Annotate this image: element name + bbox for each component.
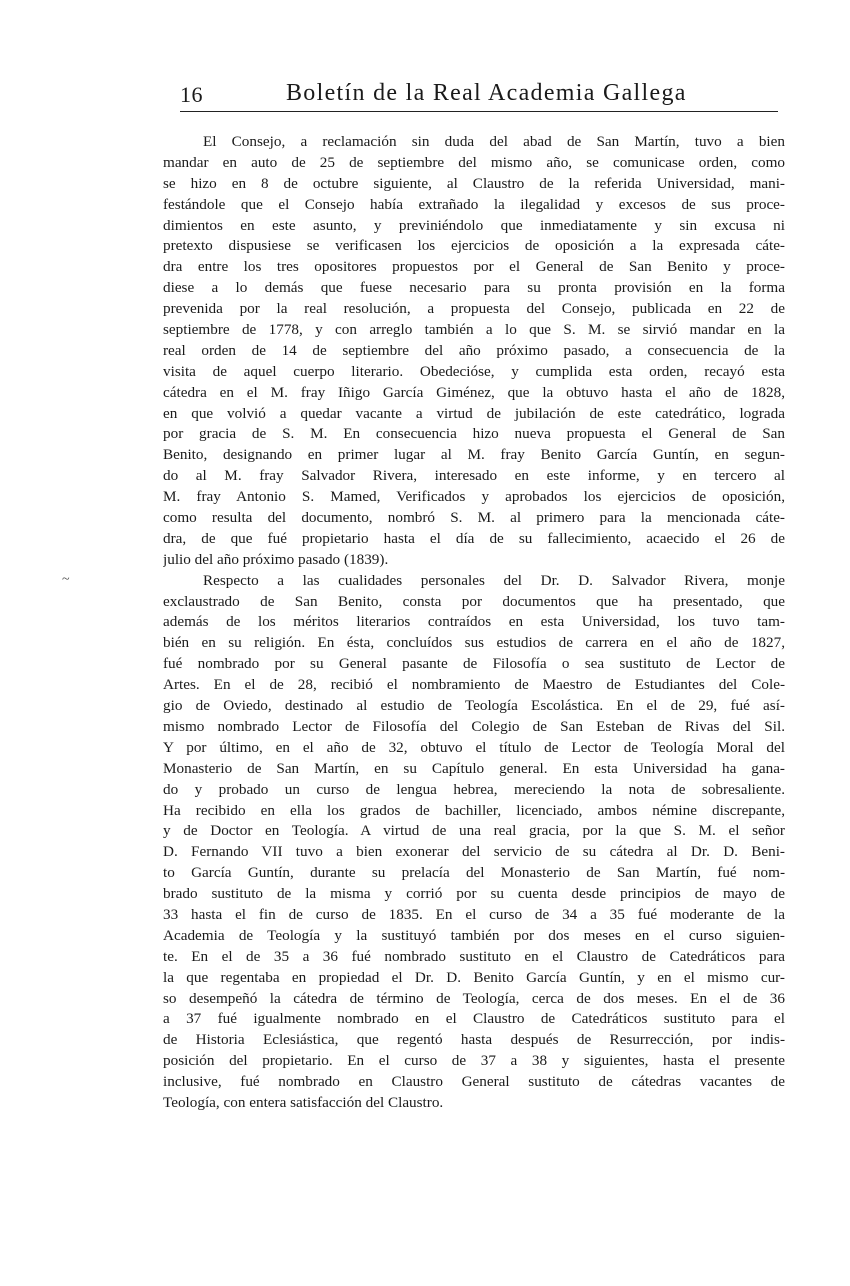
text-line: Teología, con entera satisfacción del Claustro. <box>163 1093 444 1111</box>
text-line: so desempeñó la cátedra de término de Teología, cerca de dos meses. En el de 36 <box>163 989 785 1007</box>
text-line: Respecto a las cualidades personales del Dr. D. Salvador Rivera, monje <box>203 571 785 589</box>
text-line: en que volvió a quedar vacante a virtud de jubilación de este catedrático, lograda <box>163 404 785 422</box>
text-line: dra entre los tres opositores propuestos por el General de San Benito y proce- <box>163 258 785 276</box>
text-line: posición del propietario. En el curso de 37 a 38 y siguientes, hasta el presente <box>163 1052 785 1070</box>
text-line: gio de Oviedo, destinado al estudio de Teología Escolástica. En el de 29, fué así- <box>163 697 785 715</box>
text-line: Academia de Teología y la sustituyó también por dos meses en el curso siguien- <box>163 926 785 944</box>
text-line: mandar en auto de 25 de septiembre del mismo año, se comunicase orden, como <box>163 153 785 171</box>
text-line: la que regentaba en propiedad el Dr. D. Benito García Guntín, y en el mismo cur- <box>163 968 785 986</box>
text-line: y de Doctor en Teología. A virtud de una real gracia, por la que S. M. el señor <box>163 822 785 840</box>
page-header <box>180 80 778 112</box>
text-line: prevenida por la real resolución, a propuesta del Consejo, publicada en 22 de <box>163 300 785 318</box>
body-text <box>163 132 785 1114</box>
text-line: julio del año próximo pasado (1839). <box>163 550 389 568</box>
text-line: se hizo en 8 de octubre siguiente, al Claustro de la referida Universidad, mani- <box>163 174 785 192</box>
text-line: diese a lo demás que fuese necesario para su pronta provisión en la forma <box>163 279 785 297</box>
text-line: Monasterio de San Martín, en su Capítulo general. En esta Universidad ha gana- <box>163 759 785 777</box>
paragraph-2 <box>163 571 785 1114</box>
text-line: M. fray Antonio S. Mamed, Verificados y aprobados los ejercicios de oposición, <box>163 488 785 506</box>
text-line: mismo nombrado Lector de Filosofía del Colegio de San Esteban de Rivas del Sil. <box>163 717 785 735</box>
text-line: festándole que el Consejo había extrañado la ilegalidad y excesos de sus proce- <box>163 195 785 213</box>
text-line: exclaustrado de San Benito, consta por documentos que ha presentado, que <box>163 592 785 610</box>
text-line: visita de aquel cuerpo literario. Obedecióse, y cumplida esta orden, recayó esta <box>163 362 785 380</box>
text-line: además de los méritos literarios contraídos en esta Universidad, los tuvo tam- <box>163 613 785 631</box>
text-line: bién en su religión. En ésta, concluídos sus estudios de carrera en el año de 1827, <box>163 634 785 652</box>
text-line: dra, de que fué propietario hasta el día de su fallecimiento, acaecido el 26 de <box>163 529 785 547</box>
text-line: brado sustituto de la misma y corrió por su cuenta desde principios de mayo de <box>163 885 785 903</box>
margin-mark: ~ <box>62 572 70 587</box>
text-line: a 37 fué igualmente nombrado en el Claustro de Catedráticos sustituto para el <box>163 1010 785 1028</box>
text-line: 33 hasta el fin de curso de 1835. En el curso de 34 a 35 fué moderante de la <box>163 905 785 923</box>
text-line: como resulta del documento, nombró S. M. al primero para la mencionada cáte- <box>163 509 785 527</box>
text-line: te. En el de 35 a 36 fué nombrado sustituto en el Claustro de Catedráticos para <box>163 947 785 965</box>
text-line: cátedra en el M. fray Iñigo García Giménez, que la obtuvo hasta el año de 1828, <box>163 383 785 401</box>
text-line: fué nombrado por su General pasante de Filosofía o sea sustituto de Lector de <box>163 655 785 673</box>
page-number: 16 <box>180 82 203 107</box>
text-line: Ha recibido en ella los grados de bachiller, licenciado, ambos némine discrepante, <box>163 801 785 819</box>
text-line: Benito, designando en primer lugar al M. fray Benito García Guntín, en segun- <box>163 446 785 464</box>
running-title: Boletín de la Real Academia Gallega <box>286 80 687 106</box>
text-line: inclusive, fué nombrado en Claustro General sustituto de cátedras vacantes de <box>163 1073 785 1091</box>
header-rule <box>180 111 778 112</box>
text-line: do y probado un curso de lengua hebrea, mereciendo la nota de sobresaliente. <box>163 780 785 798</box>
text-line: Artes. En el de 28, recibió el nombramiento de Maestro de Estudiantes del Cole- <box>163 676 785 694</box>
text-line: Y por último, en el año de 32, obtuvo el título de Lector de Teología Moral del <box>163 738 785 756</box>
text-line: El Consejo, a reclamación sin duda del abad de San Martín, tuvo a bien <box>203 133 785 150</box>
text-line: de Historia Eclesiástica, que regentó hasta después de Resurrección, por indis- <box>163 1031 785 1049</box>
text-line: dimientos en este asunto, y previniéndolo que inmediatamente y sin excusa ni <box>163 216 785 234</box>
text-line: pretexto dispusiese se verificasen los ejercicios de oposición a la expresada cáte- <box>163 237 785 255</box>
text-line: do al M. fray Salvador Rivera, interesado en este informe, y en tercero al <box>163 467 785 485</box>
text-line: por gracia de S. M. En consecuencia hizo nueva propuesta el General de San <box>163 425 785 443</box>
text-line: D. Fernando VII tuvo a bien exonerar del servicio de su cátedra al Dr. D. Beni- <box>163 843 785 861</box>
text-line: to García Guntín, durante su prelacía del Monasterio de San Martín, fué nom- <box>163 864 785 882</box>
paragraph-1 <box>163 132 785 571</box>
text-line: real orden de 14 de septiembre del año próximo pasado, a consecuencia de la <box>163 341 785 359</box>
text-line: septiembre de 1778, y con arreglo también a lo que S. M. se sirvió mandar en la <box>163 321 785 339</box>
